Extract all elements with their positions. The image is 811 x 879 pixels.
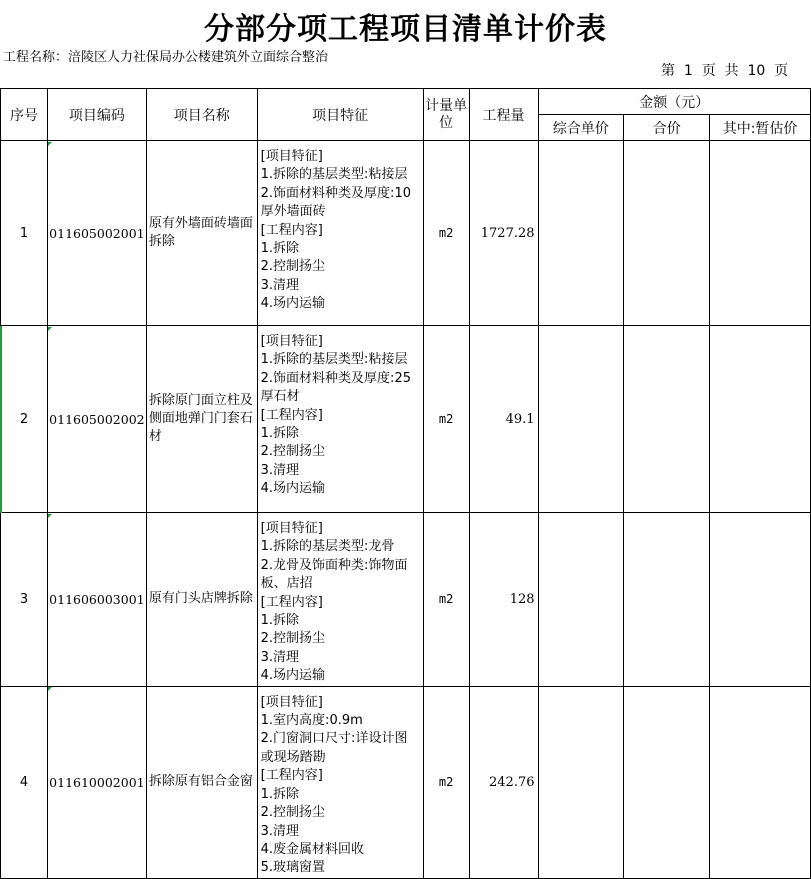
feature-line: [项目特征] — [260, 521, 323, 536]
row-total — [624, 141, 710, 326]
row-features — [257, 141, 423, 326]
feature-line: 板、店招 — [260, 576, 313, 592]
row-seq: 4 — [1, 686, 48, 878]
row-features — [257, 513, 423, 687]
feature-line: 5.玻璃窗置 — [260, 860, 326, 876]
feature-line: [工程内容] — [260, 594, 323, 610]
feature-line: [项目特征] — [260, 334, 323, 349]
row-seq: 1 — [1, 141, 48, 326]
row-seq: 3 — [1, 513, 48, 687]
feature-line: 1.拆除 — [260, 241, 300, 257]
row-unit-price — [538, 141, 624, 326]
feature-line: 4.场内运输 — [260, 481, 326, 497]
feature-line: 2.门窗洞口尺寸:详设计图 — [260, 731, 408, 747]
cell-marker — [48, 327, 52, 331]
header-provisional: 其中:暂估价 — [710, 115, 811, 141]
feature-line: [工程内容] — [260, 407, 323, 423]
row-total — [624, 513, 710, 687]
feature-line: 2.控制扬尘 — [260, 444, 326, 460]
feature-line: [工程内容] — [260, 222, 323, 238]
row-total — [624, 686, 710, 878]
row-qty: 128 — [469, 513, 538, 687]
row-code: 011606003001 — [47, 513, 146, 687]
row-seq: 2 — [1, 326, 48, 513]
bill-table — [0, 88, 811, 879]
row-provisional — [710, 326, 811, 513]
row-features — [257, 686, 423, 878]
page-indicator: 第 1 页 共 10 页 — [661, 63, 789, 79]
row-provisional — [710, 686, 811, 878]
feature-line: 2.饰面材料种类及厚度:25 — [260, 370, 411, 386]
feature-line: 3.清理 — [260, 277, 300, 293]
feature-line: 2.控制扬尘 — [260, 805, 326, 821]
row-features — [257, 326, 423, 513]
header-unit: 计量单位 — [423, 89, 469, 141]
row-name: 原有外墙面砖墙面拆除 — [146, 141, 257, 326]
row-unit: m2 — [423, 513, 469, 687]
header-amount: 金额（元） — [538, 89, 810, 115]
page-title: 分部分项工程项目清单计价表 — [204, 12, 607, 47]
row-code: 011605002001 — [47, 141, 146, 326]
feature-line: 厚石材 — [260, 389, 300, 405]
row-qty: 242.76 — [469, 686, 538, 878]
header-unit-price: 综合单价 — [538, 115, 624, 141]
table-row — [1, 686, 811, 878]
row-unit-price — [538, 686, 624, 878]
row-name: 拆除原有铝合金窗 — [146, 686, 257, 878]
feature-line: [项目特征] — [260, 694, 323, 710]
feature-line: 1.拆除 — [260, 613, 300, 629]
feature-line: 1.拆除的基层类型:龙骨 — [260, 539, 395, 555]
header-qty: 工程量 — [469, 89, 538, 141]
feature-line: 或现场踏勘 — [260, 749, 326, 765]
row-unit: m2 — [423, 326, 469, 513]
feature-line: 1.拆除的基层类型:粘接层 — [260, 352, 408, 368]
selection-edge — [0, 326, 2, 513]
row-unit-price — [538, 513, 624, 687]
feature-line: 3.清理 — [260, 823, 300, 839]
header-seq: 序号 — [1, 89, 48, 141]
header-total: 合价 — [624, 115, 710, 141]
table-row — [1, 513, 811, 687]
feature-line: 3.清理 — [260, 462, 300, 478]
feature-line: 1.拆除的基层类型:粘接层 — [260, 167, 408, 183]
feature-line: 2.饰面材料种类及厚度:10 — [260, 185, 411, 201]
row-unit-price — [538, 326, 624, 513]
row-unit: m2 — [423, 686, 469, 878]
row-provisional — [710, 513, 811, 687]
row-code: 011605002002 — [47, 326, 146, 513]
table-row — [1, 326, 811, 513]
feature-line: 1.拆除 — [260, 426, 300, 442]
feature-line: 4.废金属材料回收 — [260, 841, 365, 857]
feature-line: 2.控制扬尘 — [260, 259, 326, 275]
project-name: 工程名称：涪陵区人力社保局办公楼建筑外立面综合整治 — [3, 50, 329, 65]
row-provisional — [710, 141, 811, 326]
feature-line: 1.拆除 — [260, 786, 300, 802]
header-feature: 项目特征 — [257, 89, 423, 141]
feature-line: [工程内容] — [260, 768, 323, 784]
row-total — [624, 326, 710, 513]
row-name: 原有门头店牌拆除 — [146, 513, 257, 687]
header-row — [1, 89, 811, 115]
row-qty: 1727.28 — [469, 141, 538, 326]
table-row — [1, 141, 811, 326]
feature-line: 2.控制扬尘 — [260, 631, 326, 647]
feature-line: 3.清理 — [260, 649, 300, 665]
feature-line: 2.龙骨及饰面种类:饰物面 — [260, 557, 408, 573]
cell-marker — [48, 687, 52, 691]
feature-line: 4.场内运输 — [260, 668, 326, 684]
feature-line: 4.场内运输 — [260, 296, 326, 312]
cell-marker — [48, 142, 52, 146]
row-name: 拆除原门面立柱及侧面地弹门门套石材 — [146, 326, 257, 513]
header-code: 项目编码 — [47, 89, 146, 141]
row-unit: m2 — [423, 141, 469, 326]
feature-line: 1.室内高度:0.9m — [260, 713, 363, 729]
cell-marker — [48, 514, 52, 518]
feature-line: 厚外墙面砖 — [260, 204, 326, 220]
header-name: 项目名称 — [146, 89, 257, 141]
row-qty: 49.1 — [469, 326, 538, 513]
row-code: 011610002001 — [47, 686, 146, 878]
feature-line: [项目特征] — [260, 149, 323, 164]
